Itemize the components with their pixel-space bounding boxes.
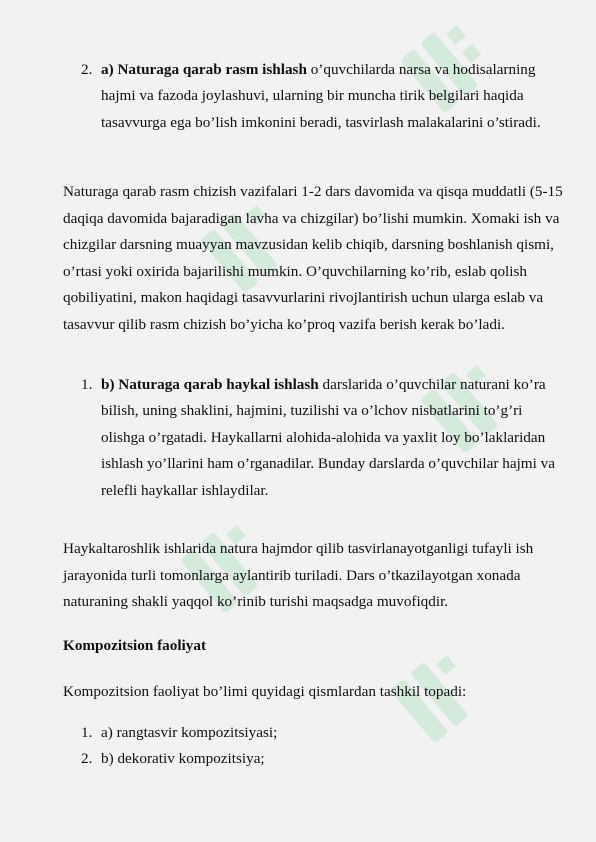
list-item-title: b) Naturaga qarab haykal ishlash (101, 376, 319, 393)
list-number: 2. (81, 61, 93, 78)
paragraph-kompozitsion-intro: Kompozitsion faoliyat bo’limi quyidagi qismlardan tashkil topadi: (63, 683, 467, 700)
list-number: 2. (81, 750, 93, 767)
list-item-body: darslarida o’quvchilar naturani ko’ra bilish, uning shaklini, hajmini, tuzilishi va o’lchov nisbatlarini to’g’ri olishga o’rgatadi. Haykallarni alohida-alohida va yaxlit loy bo’laklaridan ishlash yo’llarini ham o’rganadilar. Bunday darslarda o’quvchilar hajmi va relefli haykallar ishlaydilar. (101, 376, 555, 499)
list-item-dekorativ (81, 746, 561, 772)
list-item-title: a) Naturaga qarab rasm ishlash (101, 61, 307, 78)
paragraph-haykaltaroshlik: Haykaltaroshlik ishlarida natura hajmdor qilib tasvirlanayotganligi tufayli ish jarayonida turli tomonlarga aylantirib turiladi. Dars o’tkazilayotgan xonada naturaning shakli yaqqol ko’rinib turishi maqsadga muvofiqdir. (63, 540, 534, 610)
list-item-naturaga-rasm (81, 57, 561, 136)
list-number: 1. (81, 724, 93, 741)
list-item-rangtasvir (81, 720, 561, 746)
paragraph-rasm-vazifalari: Naturaga qarab rasm chizish vazifalari 1-2 dars davomida va qisqa muddatli (5-15 daqiqa davomida bajaradigan lavha va chizgilar) bo’lishi mumkin. Xomaki ish va chizgilar darsning muayyan mavzusidan kelib chiqib, darsning boshlanish qismi, o’rtasi yoki oxirida bajarilishi mumkin. O’quvchilarning ko’rib, eslab qolish qobiliyatini, makon haqidagi tasavvurlarini rivojlantirish uchun ularga eslab va tasavvur qilib rasm chizish bo’yicha ko’proq vazifa berish kerak bo’ladi. (63, 183, 563, 333)
list-text (101, 57, 561, 136)
list-item-body: o’quvchilarda narsa va hodisalarning hajmi va fazoda joylashuvi, ularning bir muncha tirik belgilari haqida tasavvurga ega bo’lish imkonini beradi, tasvirlash malakalarini o’stiradi. (101, 61, 541, 131)
list-number: 1. (81, 376, 93, 393)
section-heading: Kompozitsion faoliyat (63, 637, 207, 654)
list-text (101, 372, 561, 504)
list-text: a) rangtasvir kompozitsiyasi; (101, 724, 278, 741)
list-item-naturaga-haykal (81, 372, 561, 504)
list-text: b) dekorativ kompozitsiya; (101, 750, 265, 767)
